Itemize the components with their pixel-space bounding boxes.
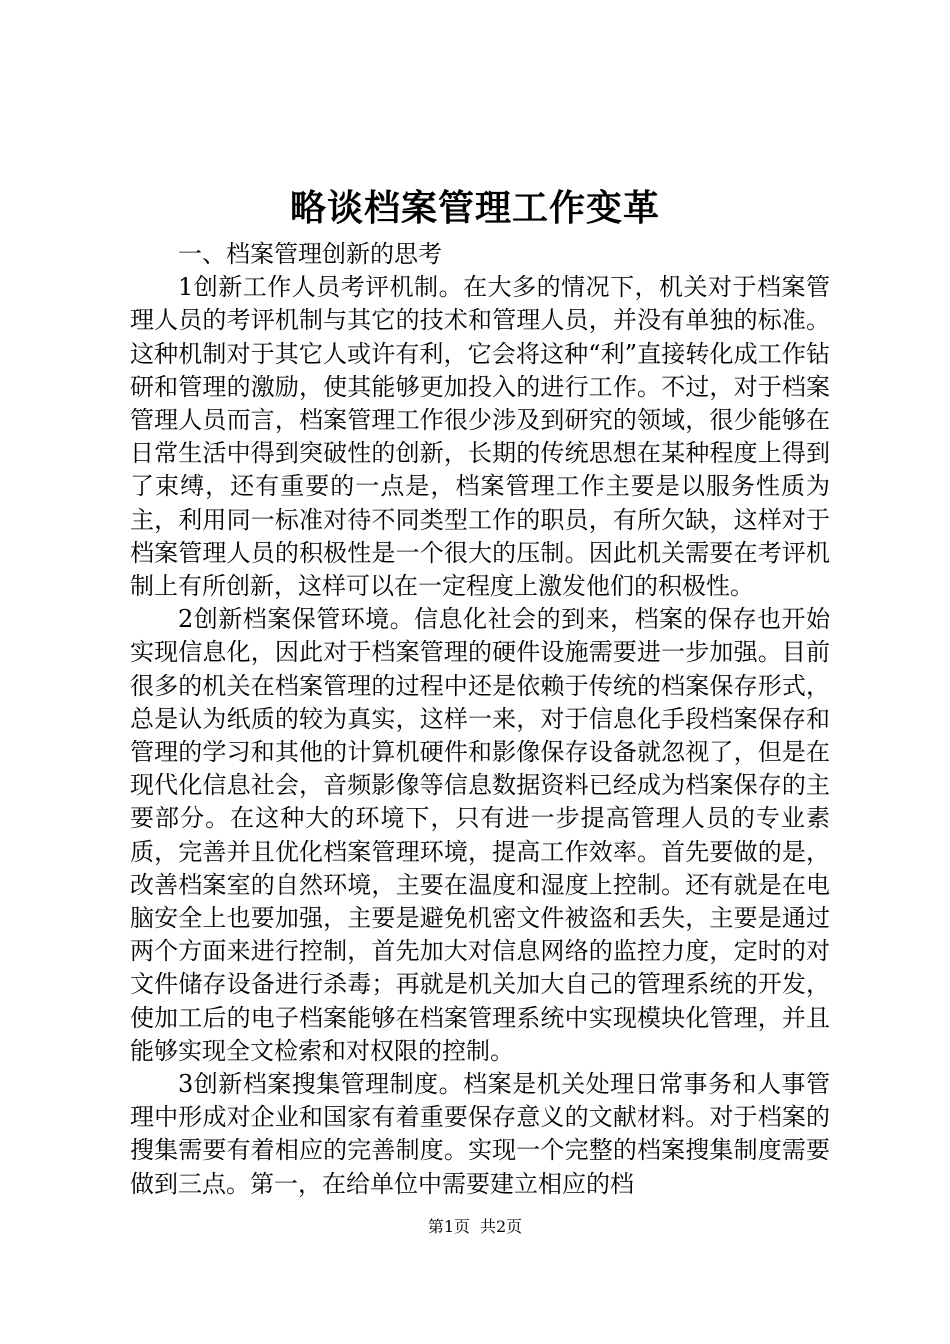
paragraph-1: 1创新工作人员考评机制。在大多的情况下，机关对于档案管理人员的考评机制与其它的技术和管理人员，并没有单独的标准。这种机制对于其它人或许有利，它会将这种“利”直接转化成工作钻研和管理的激励，使其能够更加投入的进行工作。不过，对于档案管理人员而言，档案管理工作很少涉及到研究的领域，很少能够在日常生活中得到突破性的创新，长期的传统思想在某种程度上得到了束缚，还有重要的一点是，档案管理工作主要是以服务性质为主，利用同一标准对待不同类型工作的职员，有所欠缺，这样对于档案管理人员的积极性是一个很大的压制。因此机关需要在考评机制上有所创新，这样可以在一定程度上激发他们的积极性。 xyxy=(130,273,830,601)
section-heading: 一、档案管理创新的思考 xyxy=(178,240,442,268)
document-body xyxy=(130,238,830,1201)
document-title: 略谈档案管理工作变革 xyxy=(289,187,660,229)
page-total: 共2页 xyxy=(480,1217,523,1236)
page-number: 第1页 xyxy=(427,1217,470,1236)
paragraph-2: 2创新档案保管环境。信息化社会的到来，档案的保存也开始实现信息化，因此对于档案管理的硬件设施需要进一步加强。目前很多的机关在档案管理的过程中还是依赖于传统的档案保存形式，总是认为纸质的较为真实，这样一来，对于信息化手段档案保存和管理的学习和其他的计算机硬件和影像保存设备就忽视了，但是在现代化信息社会，音频影像等信息数据资料已经成为档案保存的主要部分。在这种大的环境下，只有进一步提高管理人员的专业素质，完善并且优化档案管理环境，提高工作效率。首先要做的是，改善档案室的自然环境，主要在温度和湿度上控制。还有就是在电脑安全上也要加强，主要是避免机密文件被盗和丢失，主要是通过两个方面来进行控制，首先加大对信息网络的监控力度，定时的对文件储存设备进行杀毒；再就是机关加大自己的管理系统的开发，使加工后的电子档案能够在档案管理系统中实现模块化管理，并且能够实现全文检索和对权限的控制。 xyxy=(130,605,830,1065)
page-footer xyxy=(0,1217,950,1237)
paragraph-3: 3创新档案搜集管理制度。档案是机关处理日常事务和人事管理中形成对企业和国家有着重要保存意义的文献材料。对于档案的搜集需要有着相应的完善制度。实现一个完整的档案搜集制度需要做到三点。第一，在给单位中需要建立相应的档 xyxy=(130,1070,830,1198)
